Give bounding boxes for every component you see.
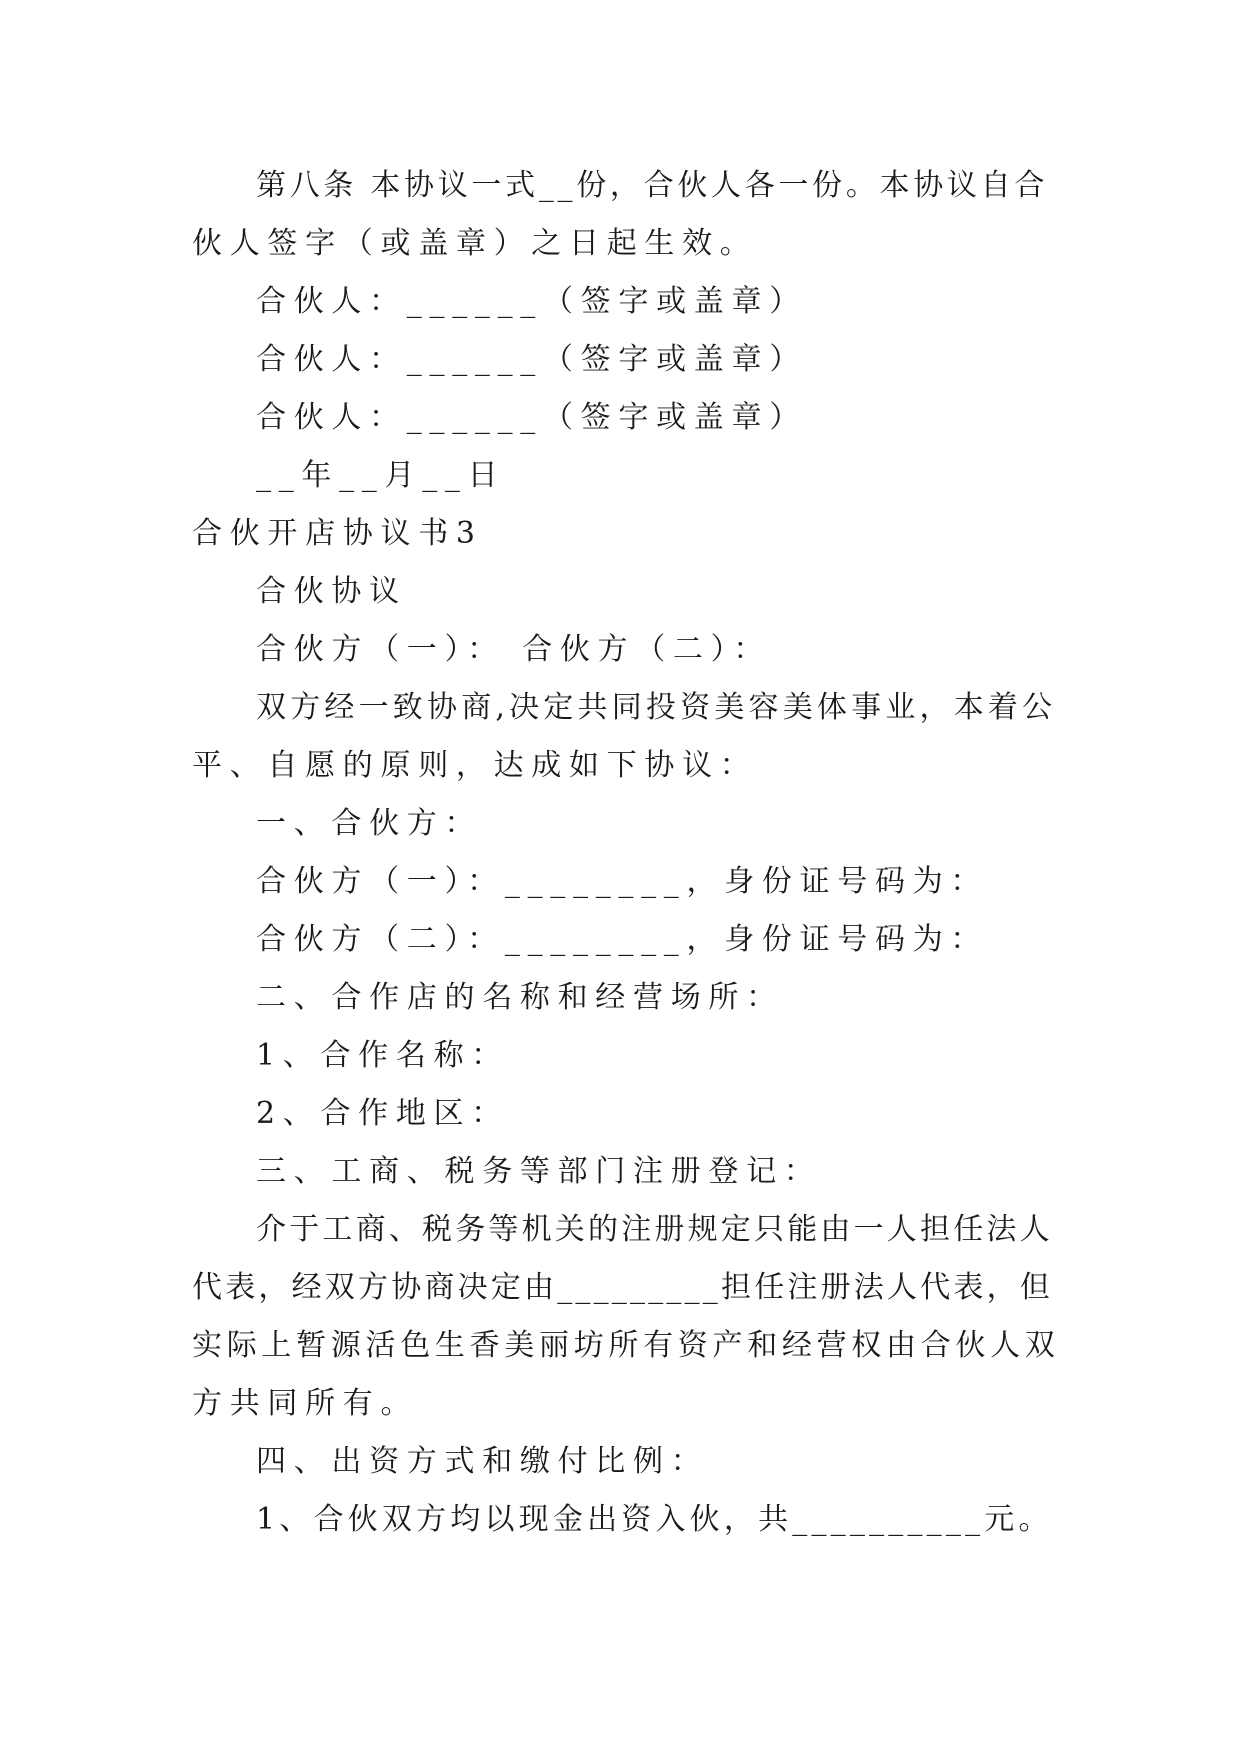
clause-heading: 三、工商、税务等部门注册登记： xyxy=(256,1154,822,1189)
date-line: __年__月__日 xyxy=(256,458,506,493)
text-line: 双方经一致协商,决定共同投资美容美体事业，本着公 xyxy=(256,690,1057,725)
text-line: 伙人签字（或盖章）之日起生效。 xyxy=(192,226,758,261)
text-line: 代表，经双方协商决定由_________担任注册法人代表，但 xyxy=(192,1270,1053,1305)
text-line: 合伙方（一）： 合伙方（二）： xyxy=(256,632,772,667)
text-line: 第八条 本协议一式__份，合伙人各一份。本协议自合 xyxy=(256,168,1049,203)
clause-heading: 二、合作店的名称和经营场所： xyxy=(256,980,784,1015)
text-line: 平、自愿的原则，达成如下协议： xyxy=(192,748,758,783)
signature-line: 合伙人：______（签字或盖章） xyxy=(256,400,807,435)
clause-heading: 一、合伙方： xyxy=(256,806,483,841)
text-line: 合伙方（二）：________，身份证号码为： xyxy=(256,922,989,957)
heading: 合伙协议 xyxy=(256,574,407,609)
text-line: 合伙方（一）：________，身份证号码为： xyxy=(256,864,989,899)
section-title: 合伙开店协议书3 xyxy=(192,516,483,551)
text-line: 介于工商、税务等机关的注册规定只能由一人担任法人 xyxy=(256,1212,1053,1247)
signature-line: 合伙人：______（签字或盖章） xyxy=(256,342,807,377)
text-line: 1、合伙双方均以现金出资入伙，共__________元。 xyxy=(256,1502,1053,1537)
text-line: 1、合作名称： xyxy=(256,1038,509,1073)
signature-line: 合伙人：______（签字或盖章） xyxy=(256,284,807,319)
text-line: 2、合作地区： xyxy=(256,1096,509,1131)
clause-heading: 四、出资方式和缴付比例： xyxy=(256,1444,709,1479)
text-line: 实际上暂源活色生香美丽坊所有资产和经营权由合伙人双 xyxy=(192,1328,1060,1363)
text-line: 方共同所有。 xyxy=(192,1386,419,1421)
